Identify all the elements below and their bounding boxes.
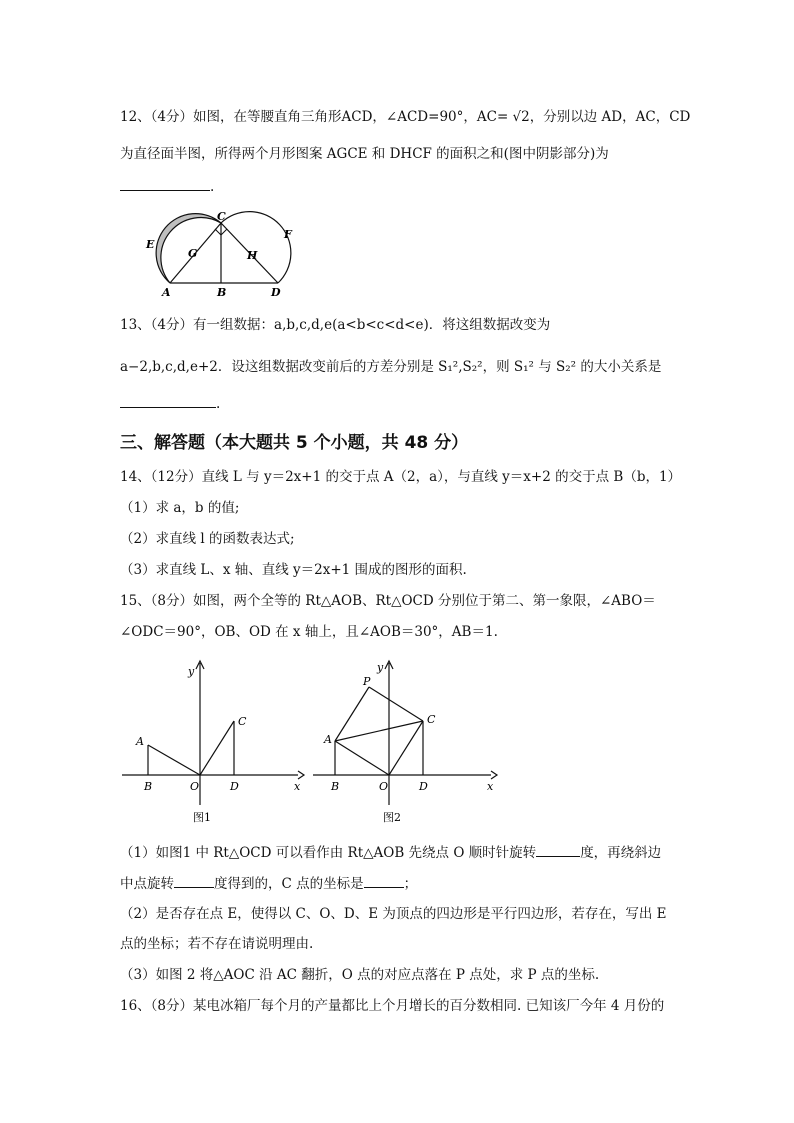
- label-B: B: [331, 780, 340, 793]
- answer-blank: [120, 176, 210, 191]
- label-A: A: [162, 286, 171, 299]
- q12-line2: 为直径面半图，所得两个月形图案 AGCE 和 DHCF 的面积之和(图中阴影部分)为: [120, 146, 609, 162]
- q15-figure2: [305, 655, 505, 830]
- q14-item1: （1）求 a，b 的值;: [120, 500, 240, 516]
- q14-item2: （2）求直线 l 的函数表达式;: [120, 531, 295, 547]
- label-D: D: [419, 780, 428, 793]
- label-y: y: [377, 661, 384, 674]
- section-heading: 三、解答题（本大题共 5 个小题，共 48 分）: [120, 433, 469, 453]
- q15-item2-line1: （2）是否存在点 E，使得以 C、O、D、E 为顶点的四边形是平行四边形，若存在，写出 E: [120, 906, 667, 922]
- fig2-caption: 图2: [383, 811, 401, 824]
- label-x: x: [487, 780, 494, 793]
- label-B: B: [217, 286, 227, 299]
- q16-line1: 16、（8分）某电冰箱厂每个月的产量都比上个月增长的百分数相同. 已知该厂今年 4 月份的: [120, 998, 665, 1014]
- label-C: C: [238, 715, 247, 728]
- label-P: P: [363, 675, 371, 688]
- q13-line2: a−2,b,c,d,e+2．设这组数据改变前后的方差分别是 S₁²,S₂²，则 S₁² 与 S₂² 的大小关系是: [120, 359, 662, 375]
- label-A: A: [324, 733, 332, 746]
- label-E: E: [146, 238, 155, 251]
- q13-line3: .: [120, 393, 220, 413]
- q12-figure: [140, 210, 300, 300]
- q12-line1: 12、（4分）如图，在等腰直角三角形ACD，∠ACD=90°，AC= √2，分别以边 AD，AC，CD: [120, 109, 691, 125]
- q15-figure1: [118, 655, 308, 830]
- label-G: G: [188, 247, 198, 260]
- label-D: D: [271, 286, 281, 299]
- fig1-caption: 图1: [193, 811, 211, 824]
- label-C: C: [427, 713, 436, 726]
- label-B: B: [144, 780, 153, 793]
- label-O: O: [379, 780, 389, 793]
- q15-line1: 15、（8分）如图，两个全等的 Rt△AOB、Rt△OCD 分别位于第二、第一象限，∠ABO＝: [120, 593, 656, 609]
- q15-item1-line2: 中点旋转 度得到的，C 点的坐标是 ；: [120, 873, 417, 893]
- label-A: A: [136, 735, 144, 748]
- label-D: D: [230, 780, 239, 793]
- q14-item3: （3）求直线 L、x 轴、直线 y＝2x+1 围成的图形的面积.: [120, 562, 467, 578]
- q13-line1: 13、（4分）有一组数据：a,b,c,d,e(a<b<c<d<e)．将这组数据改变为: [120, 317, 551, 333]
- answer-blank: [364, 873, 404, 888]
- label-F: F: [284, 228, 292, 241]
- q14-line1: 14、（12分）直线 L 与 y＝2x+1 的交于点 A（2，a），与直线 y＝x+2 的交于点 B（b，1）: [120, 469, 682, 485]
- answer-blank: [536, 842, 580, 857]
- label-O: O: [190, 780, 200, 793]
- answer-blank: [174, 873, 214, 888]
- q15-item3: （3）如图 2 将△AOC 沿 AC 翻折，O 点的对应点落在 P 点处，求 P 点的坐标.: [120, 967, 600, 983]
- label-y: y: [188, 665, 195, 678]
- q15-item1-line1: （1）如图1 中 Rt△OCD 可以看作由 Rt△AOB 先绕点 O 顺时针旋转 度，再绕斜边: [120, 842, 661, 862]
- q15-line2: ∠ODC＝90°，OB、OD 在 x 轴上，且∠AOB＝30°，AB＝1.: [120, 624, 498, 640]
- answer-blank: [120, 393, 216, 408]
- label-x: x: [294, 780, 301, 793]
- label-H: H: [247, 249, 258, 262]
- label-C: C: [217, 210, 226, 223]
- q12-line3: .: [120, 176, 214, 196]
- q15-item2-line2: 点的坐标；若不存在请说明理由.: [120, 936, 314, 952]
